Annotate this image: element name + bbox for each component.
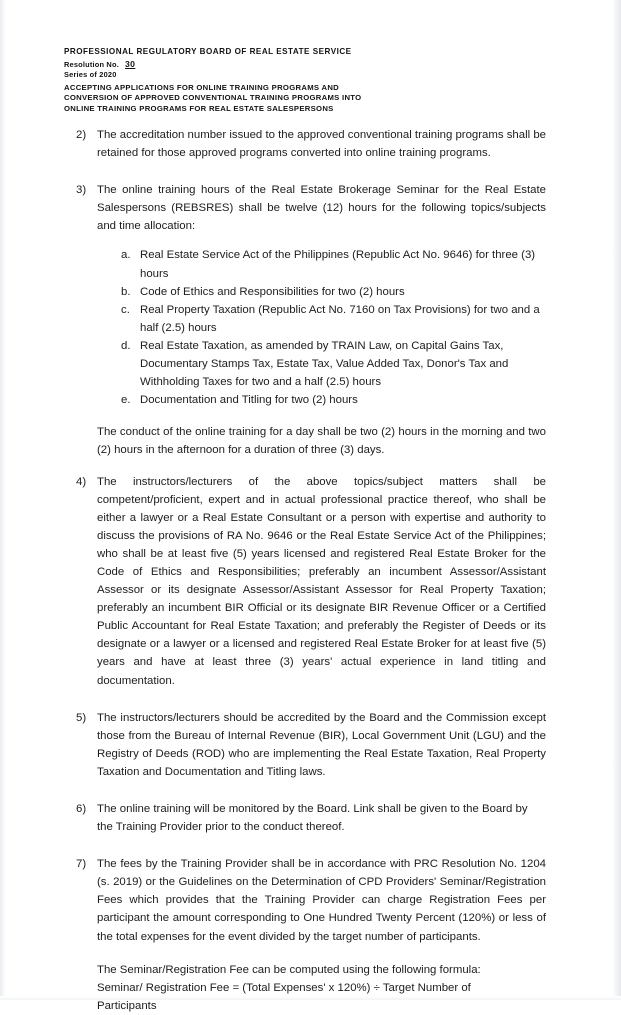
item-text: The accreditation number issued to the approved conventional training programs shall be retained for those approved programs converted into online training programs. <box>97 129 546 160</box>
resolution-label: Resolution No. <box>64 59 119 69</box>
item-marker: 3) <box>76 184 87 197</box>
sublist-item <box>121 337 546 391</box>
item-text: The fees by the Training Provider shall be in accordance with PRC Resolution No. 1204 (s. 2019) or the Guidelines on the Determination of CPD Providers' Seminar/Registration Fees which provides that the Training Provider can charge Registration Fees per participant the amount corresponding to One Hundred Twenty Percent (120%) or less of the total expenses for the event divided by the target number of participants. <box>97 858 546 943</box>
sublist-marker: b. <box>121 285 131 298</box>
numbered-item <box>76 126 546 162</box>
item-marker: 5) <box>76 711 87 724</box>
board-title: PROFESSIONAL REGULATORY BOARD OF REAL ESTATE SERVICE <box>64 47 352 56</box>
document-header <box>64 47 494 115</box>
sublist-item <box>121 246 546 282</box>
item-marker: 6) <box>76 803 87 815</box>
numbered-item <box>76 473 546 690</box>
series-line: Series of 2020 <box>64 70 117 80</box>
item-text: The instructors/lecturers should be accredited by the Board and the Commission except those from the Bureau of Internal Revenue (BIR), Local Government Unit (LGU) and the Registry of Deeds (ROD) who are implementing the Real Estate Taxation, Real Property Taxation and Documentation and Titling laws. <box>97 711 546 778</box>
document-body <box>76 126 546 1015</box>
sublist-text: Real Estate Service Act of the Philippines (Republic Act No. 9646) for three (3) hours <box>140 249 536 280</box>
formula-block <box>97 961 546 1015</box>
numbered-item <box>76 181 546 235</box>
formula-lead-in: The Seminar/Registration Fee can be computed using the following formula: <box>97 963 481 976</box>
numbered-item <box>76 709 546 781</box>
sublist-text: Code of Ethics and Responsibilities for two (2) hours <box>140 285 405 298</box>
formula-equation-tail: Participants <box>97 999 157 1012</box>
resolution-number: 30 <box>124 58 136 69</box>
topics-sublist <box>121 246 546 409</box>
sublist-marker: a. <box>121 249 131 262</box>
sublist-marker: e. <box>121 394 131 407</box>
numbered-item <box>76 855 546 945</box>
subject-block <box>64 83 494 115</box>
scan-edge-left <box>0 0 6 1000</box>
numbered-item <box>76 800 546 836</box>
scan-edge-right <box>612 0 621 1000</box>
sublist-text: Documentation and Titling for two (2) hours <box>140 394 358 407</box>
sublist-marker: c. <box>121 303 130 316</box>
item-marker: 4) <box>76 475 87 488</box>
sublist-item <box>121 301 546 337</box>
item-text: The online training hours of the Real Estate Brokerage Seminar for the Real Estate Salespersons (REBSRES) shall be twelve (12) hours for the following topics/subjects and time allocation: <box>97 184 546 233</box>
sublist-item <box>121 283 546 301</box>
sublist-item <box>121 391 546 409</box>
sublist-text: Real Property Taxation (Republic Act No. 7160 on Tax Provisions) for two and a half (2.5) hours <box>140 303 540 334</box>
conduct-paragraph: The conduct of the online training for a day shall be two (2) hours in the morning and two (2) hours in the afternoon for a duration of three (3) days. <box>97 426 546 457</box>
sublist-text: Real Estate Taxation, as amended by TRAIN Law, on Capital Gains Tax, Documentary Stamps Tax, Estate Tax, Value Added Tax, Donor's Tax and Withholding Taxes for two and a half (2.5) hours <box>140 339 509 389</box>
resolution-line <box>64 59 494 70</box>
paragraph-gap <box>76 460 546 473</box>
item-marker: 7) <box>76 858 87 871</box>
item-text: The instructors/lecturers of the above topics/subject matters shall be competent/proficient, expert and in actual professional practice thereof, who shall be either a lawyer or a Real Estate Consultant or a person with expertise and authority to discuss the provisions of RA No. 9646 or the Real Estate Service Act of the Philippines; who shall be at least five (5) years licensed and registered Real Estate Broker for the Code of Ethics and Responsibilities; preferably an incumbent Assessor/Assistant Assessor or its designate Assessor/Assistant Assessor for Real Property Taxation; preferably an incumbent BIR Official or its designate BIR Revenue Officer or a Certified Public Accountant for Real Estate Taxation; and preferably the Register of Deeds or its designate or a lawyer or a licensed and registered Real Estate Broker for at least five (5) years and have at least three (3) years' actual experience in land titling and documentation. <box>97 475 546 687</box>
subject-line-1: ACCEPTING APPLICATIONS FOR ONLINE TRAINING PROGRAMS AND <box>64 82 340 92</box>
formula-equation: Seminar/ Registration Fee = (Total Expenses' x 120%) ÷ Target Number of <box>97 981 471 994</box>
sublist-marker: d. <box>121 339 131 352</box>
item-marker: 2) <box>76 129 87 141</box>
subject-line-2: CONVERSION OF APPROVED CONVENTIONAL TRAINING PROGRAMS INTO <box>64 93 362 103</box>
item-text: The online training will be monitored by the Board. Link shall be given to the Board by the Training Provider prior to the conduct thereof. <box>97 803 528 834</box>
subject-line-3: ONLINE TRAINING PROGRAMS FOR REAL ESTATE SALESPERSONS <box>64 103 334 113</box>
